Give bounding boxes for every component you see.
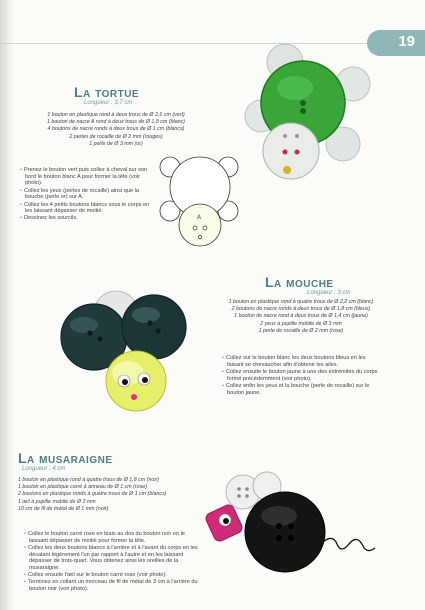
musaraigne-title: La musaraigne [18,450,113,466]
tortue-photo [245,48,365,188]
musaraigne-materials [18,477,218,513]
tortue-materials [26,112,206,148]
page-fold-shadow [0,0,14,610]
mouche-step: • Collez ensuite le bouton jaune à une des extrémités du corps formé précédemment (voir photo). [222,369,382,382]
musaraigne-photo [205,470,385,600]
mouche-material: 1 bouton de nacre rond à deux trous de Ø 1,4 cm (jaune) [234,313,368,320]
tortue-step: • Dessinez les sourcils. [20,215,152,222]
tortue-steps [20,167,152,223]
tortue-material: 1 bouton de nacre A rond à deux trous de Ø 1,8 cm (blanc) [47,119,185,126]
musaraigne-material: 2 boutons en plastique ronds à quatre trous de Ø 1 cm (blancs) [18,491,167,498]
tortue-title: La tortue [74,84,140,100]
mouche-length: Longueur : 3 cm [307,290,351,296]
musaraigne-material: 10 cm de fil de métal de Ø 1 mm (noir) [18,505,109,512]
mouche-materials [202,299,400,335]
mouche-material: 2 boutons de nacre ronds à deux trous de Ø 1,8 cm (bleus) [231,306,371,313]
musaraigne-material: 1 bouton en plastique carré à anneau de Ø 1 cm (rose) [18,484,147,491]
mouche-step: • Collez sur le bouton blanc les deux boutons bleus en les faisant se chevaucher afin d'obtenir les ailes. [222,355,382,368]
tortue-step: • Collez les 4 petits boutons blancs sous le corps en les laissant dépasser de moitié. [20,202,152,215]
mouche-photo [58,285,198,415]
header-rule [0,43,370,44]
mouche-material: 2 yeux à pupille mobile de Ø 3 mm [260,320,342,327]
tortue-step: • Prenez le bouton vert puis collez à cheval sur son bord le bouton blanc A pour former la tête (voir photo). [20,167,152,187]
musaraigne-step: • Collez ensuite l'œil sur le bouton carré rose (voir photo). [24,572,200,579]
mouche-step: • Collez enfin les yeux et la bouche (perle de rocaille) sur le bouton jaune. [222,383,382,396]
tortue-material: 2 perles de rocaille de Ø 2 mm (rouges) [69,133,163,140]
diagram-label-a: A [197,215,202,221]
tortue-material: 4 boutons de nacre ronds à deux trous de Ø 1 cm (blancs) [47,126,185,133]
mouche-material: 1 perle de rocaille de Ø 2 mm (rose) [258,327,344,334]
mouche-steps [222,355,382,397]
musaraigne-material: 1 œil à pupille mobile de Ø 3 mm [18,498,96,505]
musaraigne-steps [24,531,200,593]
tortue-material: 1 perle de Ø 3 mm (or) [89,140,143,147]
mouche-title: La mouche [265,274,334,290]
musaraigne-material: 1 bouton en plastique rond à quatre trous de Ø 1,8 cm (noir) [18,477,160,483]
tortue-diagram [158,153,258,253]
tortue-material: 1 bouton en plastique rond à deux trous de Ø 2,6 cm (vert) [47,112,185,118]
musaraigne-step: • Terminez en collant un morceau de fil de métal de 3 cm à l'arrière du bouton noir (voir photo). [24,579,200,592]
musaraigne-length: Longueur : 4 cm [22,466,66,472]
mouche-material: 1 bouton en plastique rond à quatre trous de Ø 2,2 cm (blanc) [228,299,374,305]
musaraigne-step: • Collez les deux boutons blancs à l'arrière et à l'avant du corps en les décalant légèrement l'un par rapport à l'autre et en les laissant dépasser de trois-quart. Vous obtenez ainsi les oreilles de la musaraigne. [24,545,200,572]
musaraigne-step: • Collez le bouton carré rose en biais au dos du bouton noir en le laissant dépasser de moitié pour former la tête. [24,531,200,544]
tortue-length: Longueur : 3,7 cm [84,100,133,106]
tortue-step: • Collez les yeux (perles de rocaille) ainsi que la bouche (perle or) sur A. [20,188,152,201]
page-number-tab [367,30,425,56]
page-number: 19 [398,33,415,50]
